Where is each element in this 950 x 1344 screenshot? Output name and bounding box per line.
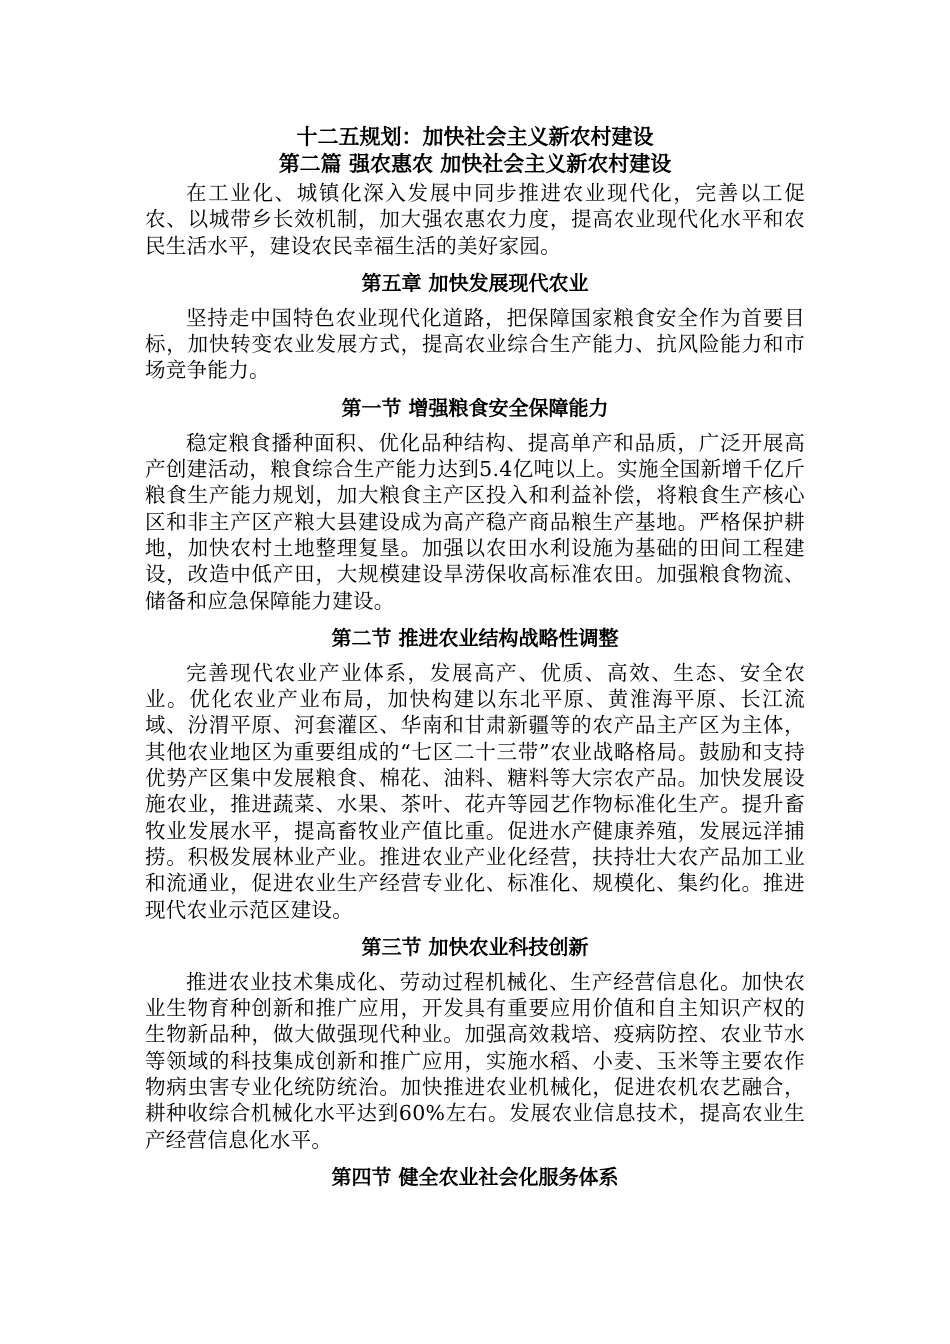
- section-3-heading: 第三节 加快农业科技创新: [361, 934, 589, 959]
- section-1-heading: 第一节 增强粮食安全保障能力: [341, 395, 609, 420]
- section-4-heading: 第四节 健全农业社会化服务体系: [331, 1164, 619, 1189]
- section-2-heading: 第二节 推进农业结构战略性调整: [331, 625, 619, 650]
- section-3-paragraph: 推进农业技术集成化、劳动过程机械化、生产经营信息化。加快农业生物育种创新和推广应用，开发具有重要应用价值和自主知识产权的生物新品种，做大做强现代种业。加强高效栽培、疫病防控、农业节水等领域的科技集成创新和推广应用，实施水稻、小麦、玉米等主要农作物病虫害专业化统防统治。加快推进农业机械化，促进农机农艺融合，耕种收综合机械化水平达到60%左右。发展农业信息技术，提高农业生产经营信息化水平。: [145, 969, 805, 1152]
- intro-paragraph: 在工业化、城镇化深入发展中同步推进农业现代化，完善以工促农、以城带乡长效机制，加大强农惠农力度，提高农业现代化水平和农民生活水平，建设农民幸福生活的美好家园。: [145, 181, 805, 258]
- part-title: 第二篇 强农惠农 加快社会主义新农村建设: [278, 152, 672, 176]
- section-1-paragraph: 稳定粮食播种面积、优化品种结构、提高单产和品质，广泛开展高产创建活动，粮食综合生产能力达到5.4亿吨以上。实施全国新增千亿斤粮食生产能力规划，加大粮食主产区投入和利益补偿，将粮食生产核心区和非主产区产粮大县建设成为高产稳产商品粮生产基地。严格保护耕地，加快农村土地整理复垦。加强以农田水利设施为基础的田间工程建设，改造中低产田，大规模建设旱涝保收高标准农田。加强粮食物流、储备和应急保障能力建设。: [145, 430, 805, 613]
- chapter-5-paragraph: 坚持走中国特色农业现代化道路，把保障国家粮食安全作为首要目标，加快转变农业发展方式，提高农业综合生产能力、抗风险能力和市场竞争能力。: [145, 305, 805, 383]
- section-2-paragraph: 完善现代农业产业体系，发展高产、优质、高效、生态、安全农业。优化农业产业布局，加快构建以东北平原、黄淮海平原、长江流域、汾渭平原、河套灌区、华南和甘肃新疆等的农产品主产区为主体，其他农业地区为重要组成的“七区二十三带”农业战略格局。鼓励和支持优势产区集中发展粮食、棉花、油料、糖料等大宗农产品。加快发展设施农业，推进蔬菜、水果、茶叶、花卉等园艺作物标准化生产。提升畜牧业发展水平，提高畜牧业产值比重。促进水产健康养殖，发展远洋捕捞。积极发展林业产业。推进农业产业化经营，扶持壮大农产品加工业和流通业，促进农业生产经营专业化、标准化、规模化、集约化。推进现代农业示范区建设。: [145, 660, 805, 922]
- document-title: 十二五规划：加快社会主义新农村建设: [296, 125, 654, 149]
- chapter-5-heading: 第五章 加快发展现代农业: [361, 270, 589, 295]
- document-body: [145, 124, 805, 1199]
